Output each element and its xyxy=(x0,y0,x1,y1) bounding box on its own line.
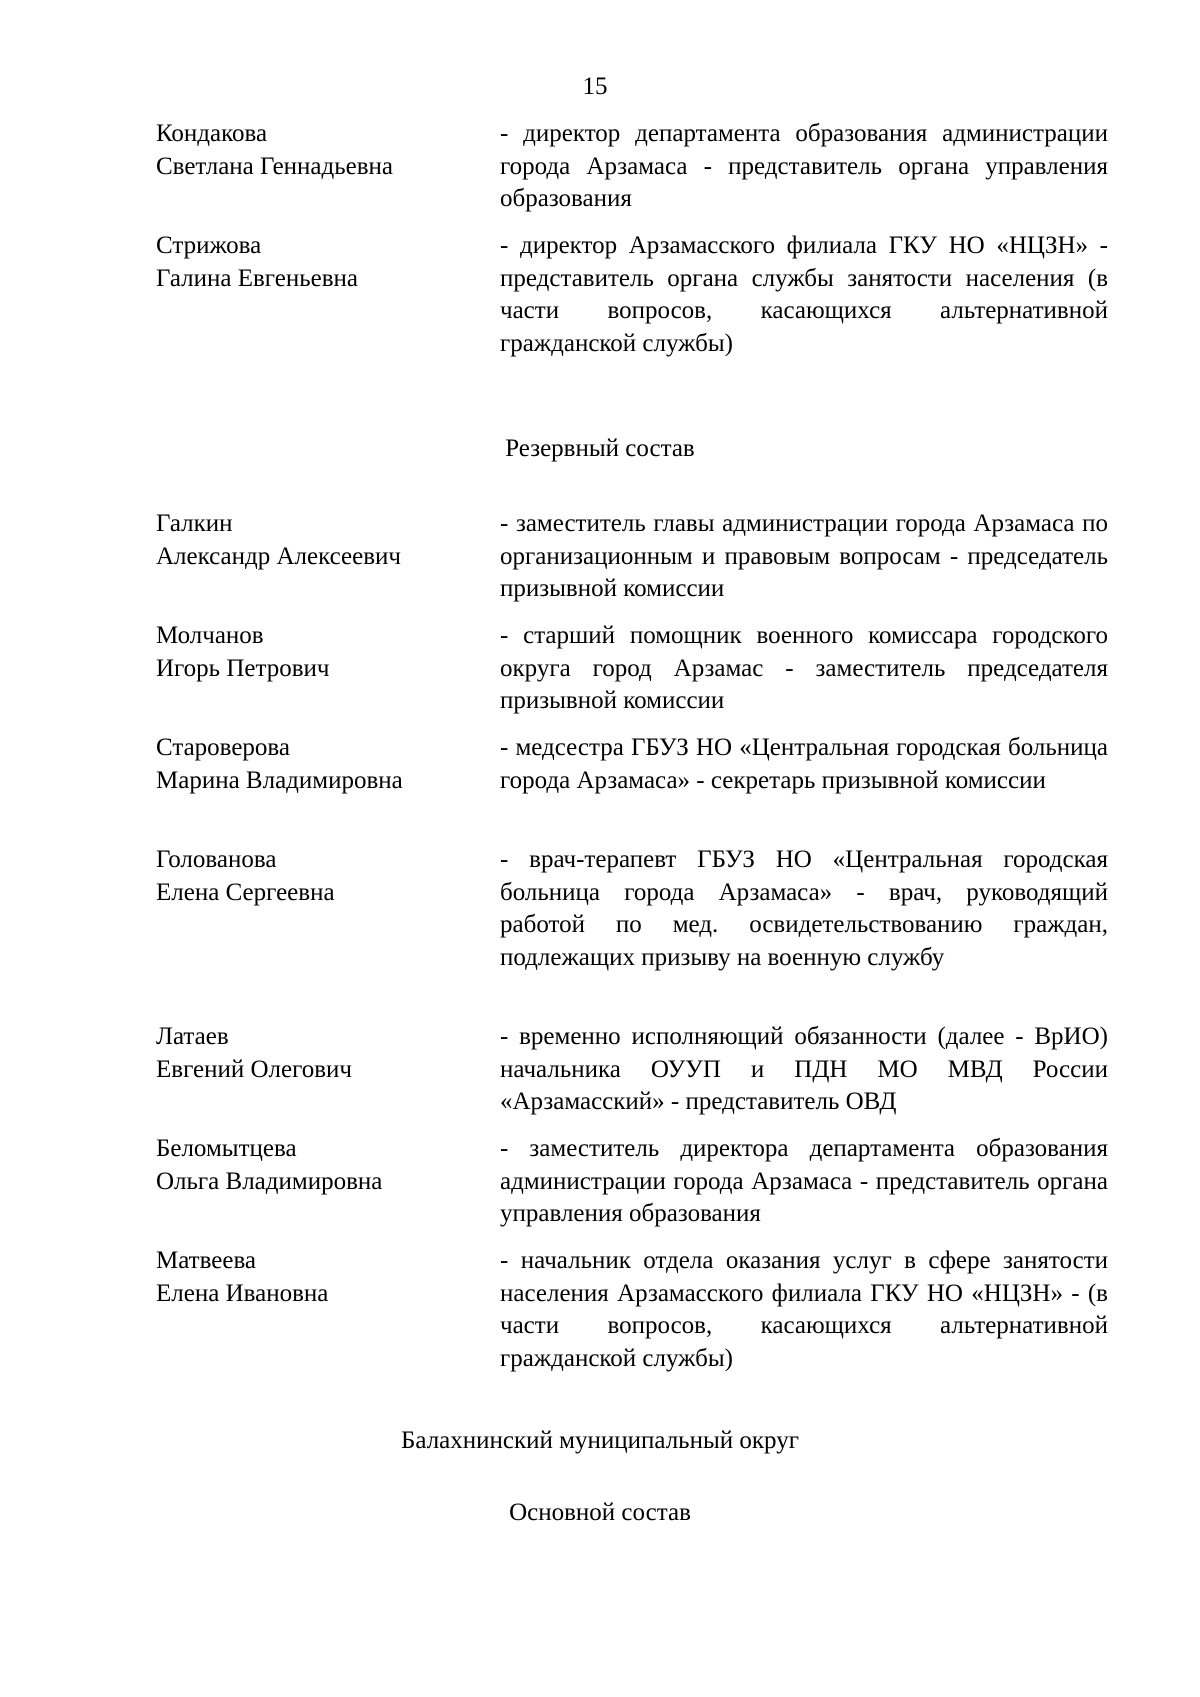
member-given-names: Ольга Владимировна xyxy=(156,1167,383,1195)
member-role: - старший помощник военного комиссара городского округа город Арзамас - заместитель председателя призывной комиссии xyxy=(500,622,1108,714)
section-heading-district: Балахнинский муниципальный округ xyxy=(401,1427,799,1454)
member-surname: Стрижова xyxy=(156,232,262,259)
member-role: - медсестра ГБУЗ НО «Центральная городская больница города Арзамаса» - секретарь призывной комиссии xyxy=(500,734,1108,794)
member-surname: Матвеева xyxy=(156,1247,257,1274)
member-name xyxy=(156,732,476,797)
member-role: - директор департамента образования администрации города Арзамаса - представитель органа управления образования xyxy=(500,120,1108,212)
member-name xyxy=(156,118,476,183)
member-given-names: Елена Ивановна xyxy=(156,1279,329,1307)
page-number: 15 xyxy=(582,73,608,100)
member-name xyxy=(156,620,476,685)
member-role: - начальник отдела оказания услуг в сфере занятости населения Арзамасского филиала ГКУ НО «НЦЗН» - (в части вопросов, касающихся альтернативной гражданской службы) xyxy=(500,1247,1108,1372)
member-surname: Латаев xyxy=(156,1023,229,1050)
section-heading-reserve: Резервный состав xyxy=(505,435,695,462)
member-given-names: Игорь Петрович xyxy=(156,654,330,682)
member-given-names: Галина Евгеньевна xyxy=(156,264,358,292)
member-role: - заместитель директора департамента образования администрации города Арзамаса - представитель органа управления образования xyxy=(500,1135,1108,1227)
member-given-names: Марина Владимировна xyxy=(156,766,403,794)
member-given-names: Светлана Геннадьевна xyxy=(156,152,394,180)
member-surname: Голованова xyxy=(156,846,277,873)
member-name xyxy=(156,1133,476,1198)
member-surname: Староверова xyxy=(156,734,290,761)
member-name xyxy=(156,844,476,909)
member-name xyxy=(156,1021,476,1086)
member-name xyxy=(156,230,476,295)
member-role: - заместитель главы администрации города Арзамаса по организационным и правовым вопросам - председатель призывной комиссии xyxy=(500,510,1108,602)
member-role: - временно исполняющий обязанности (далее - ВрИО) начальника ОУУП и ПДН МО МВД России «Арзамасский» - представитель ОВД xyxy=(500,1023,1108,1115)
member-surname: Беломытцева xyxy=(156,1135,297,1162)
section-heading-main: Основной состав xyxy=(509,1499,691,1526)
member-given-names: Александр Алексеевич xyxy=(156,542,401,570)
member-role: - директор Арзамасского филиала ГКУ НО «НЦЗН» - представитель органа службы занятости населения (в части вопросов, касающихся альтернативной гражданской службы) xyxy=(500,232,1108,357)
member-role: - врач-терапевт ГБУЗ НО «Центральная городская больница города Арзамаса» - врач, руководящий работой по мед. освидетельствованию граждан, подлежащих призыву на военную службу xyxy=(500,846,1108,971)
member-name xyxy=(156,1245,476,1310)
member-surname: Кондакова xyxy=(156,120,268,147)
member-given-names: Елена Сергеевна xyxy=(156,878,335,906)
member-surname: Галкин xyxy=(156,510,233,537)
member-name xyxy=(156,508,476,573)
member-given-names: Евгений Олегович xyxy=(156,1055,352,1083)
member-surname: Молчанов xyxy=(156,622,264,649)
